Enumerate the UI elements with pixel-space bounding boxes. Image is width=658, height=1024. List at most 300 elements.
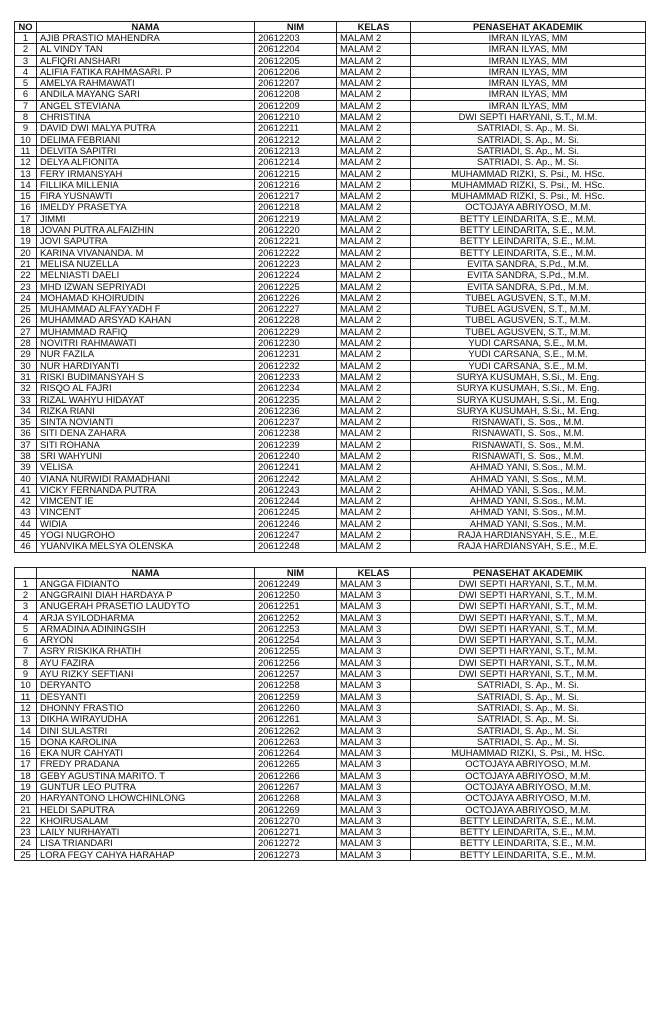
cell-nama: DELIMA FEBRIANI [37,134,255,145]
cell-penasehat-akademik: SATRIADI, S. Ap., M. Si. [411,702,646,713]
cell-nim: 20612212 [255,134,337,145]
cell-no: 24 [15,292,37,303]
cell-nim: 20612218 [255,202,337,213]
cell-no: 21 [15,258,37,269]
cell-penasehat-akademik: TUBEL AGUSVEN, S.T., M.M. [411,315,646,326]
cell-no: 7 [15,646,37,657]
cell-nama: JIMMI [37,213,255,224]
cell-nama: HARYANTONO LHOWCHINLONG [37,793,255,804]
cell-no: 22 [15,270,37,281]
cell-no: 19 [15,782,37,793]
cell-nama: SITI DENA ZAHARA [37,428,255,439]
cell-penasehat-akademik: BETTY LEINDARITA, S.E., M.M. [411,247,646,258]
table-row [15,394,646,405]
cell-nim: 20612267 [255,782,337,793]
cell-nim: 20612207 [255,78,337,89]
table-row [15,292,646,303]
cell-nama: ANDILA MAYANG SARI [37,89,255,100]
table-row [15,168,646,179]
cell-nim: 20612237 [255,417,337,428]
cell-nim: 20612210 [255,112,337,123]
cell-no: 20 [15,793,37,804]
table-row [15,191,646,202]
cell-kelas: MALAM 2 [337,439,411,450]
table-row [15,383,646,394]
cell-kelas: MALAM 2 [337,100,411,111]
cell-penasehat-akademik: IMRAN ILYAS, MM [411,55,646,66]
cell-nim: 20612240 [255,450,337,461]
cell-kelas: MALAM 2 [337,236,411,247]
cell-kelas: MALAM 2 [337,338,411,349]
cell-nim: 20612209 [255,100,337,111]
cell-nama: FILLIKA MILLENIA [37,179,255,190]
cell-no: 41 [15,484,37,495]
cell-penasehat-akademik: RISNAWATI, S. Sos., M.M. [411,439,646,450]
cell-kelas: MALAM 3 [337,691,411,702]
cell-penasehat-akademik: BETTY LEINDARITA, S.E., M.M. [411,827,646,838]
cell-nama: GEBY AGUSTINA MARITO. T [37,770,255,781]
cell-penasehat-akademik: OCTOJAYA ABRIYOSO, M.M. [411,804,646,815]
cell-nama: ASRY RISKIKA RHATIH [37,646,255,657]
cell-penasehat-akademik: DWI SEPTI HARYANI, S.T., M.M. [411,112,646,123]
cell-nim: 20612220 [255,225,337,236]
cell-nama: RIZAL WAHYU HIDAYAT [37,394,255,405]
table-row [15,669,646,680]
cell-penasehat-akademik: SATRIADI, S. Ap., M. Si. [411,714,646,725]
table-row [15,349,646,360]
table-row [15,100,646,111]
table-row [15,691,646,702]
cell-penasehat-akademik: OCTOJAYA ABRIYOSO, M.M. [411,793,646,804]
cell-nama: DONA KAROLINA [37,736,255,747]
cell-penasehat-akademik: DWI SEPTI HARYANI, S.T., M.M. [411,589,646,600]
cell-nim: 20612271 [255,827,337,838]
cell-no: 25 [15,849,37,860]
cell-penasehat-akademik: SURYA KUSUMAH, S.Si., M. Eng. [411,394,646,405]
cell-penasehat-akademik: DWI SEPTI HARYANI, S.T., M.M. [411,669,646,680]
header-kelas: KELAS [337,567,411,578]
cell-penasehat-akademik: SURYA KUSUMAH, S.Si., M. Eng. [411,405,646,416]
table-row [15,541,646,552]
cell-nama: VINCENT [37,507,255,518]
cell-nama: ANGGRAINI DIAH HARDAYA P [37,589,255,600]
cell-nim: 20612255 [255,646,337,657]
table-row [15,578,646,589]
cell-nama: KARINA VIVANANDA. M [37,247,255,258]
cell-penasehat-akademik: DWI SEPTI HARYANI, S.T., M.M. [411,657,646,668]
cell-no: 16 [15,748,37,759]
cell-no: 7 [15,100,37,111]
cell-no: 6 [15,89,37,100]
cell-kelas: MALAM 2 [337,33,411,44]
cell-nim: 20612250 [255,589,337,600]
cell-kelas: MALAM 2 [337,134,411,145]
cell-nama: GUNTUR LEO PUTRA [37,782,255,793]
cell-nim: 20612265 [255,759,337,770]
cell-nim: 20612205 [255,55,337,66]
cell-no: 14 [15,725,37,736]
cell-nim: 20612228 [255,315,337,326]
table-row [15,179,646,190]
cell-penasehat-akademik: SATRIADI, S. Ap., M. Si. [411,691,646,702]
cell-kelas: MALAM 2 [337,112,411,123]
cell-nama: MELNIASTI DAELI [37,270,255,281]
cell-nim: 20612238 [255,428,337,439]
table-row [15,371,646,382]
cell-nim: 20612246 [255,518,337,529]
cell-nama: RIZKA RIANI [37,405,255,416]
cell-nama: MELISA NUZELLA [37,258,255,269]
cell-penasehat-akademik: SURYA KUSUMAH, S.Si., M. Eng. [411,371,646,382]
cell-penasehat-akademik: IMRAN ILYAS, MM [411,78,646,89]
cell-kelas: MALAM 2 [337,530,411,541]
cell-no: 17 [15,759,37,770]
cell-kelas: MALAM 3 [337,646,411,657]
cell-no: 42 [15,496,37,507]
cell-kelas: MALAM 2 [337,258,411,269]
table-row [15,725,646,736]
cell-no: 36 [15,428,37,439]
cell-penasehat-akademik: SATRIADI, S. Ap., M. Si. [411,123,646,134]
cell-kelas: MALAM 2 [337,394,411,405]
cell-no: 9 [15,669,37,680]
cell-kelas: MALAM 2 [337,315,411,326]
cell-no: 10 [15,134,37,145]
table-row [15,315,646,326]
table-row [15,247,646,258]
cell-penasehat-akademik: SATRIADI, S. Ap., M. Si. [411,157,646,168]
cell-penasehat-akademik: MUHAMMAD RIZKI, S. Psi., M. HSc. [411,168,646,179]
cell-nama: MUHAMMAD RAFIQ [37,326,255,337]
cell-nim: 20612247 [255,530,337,541]
cell-nim: 20612256 [255,657,337,668]
cell-nama: DAVID DWI MALYA PUTRA [37,123,255,134]
cell-nim: 20612232 [255,360,337,371]
table-row [15,89,646,100]
cell-nim: 20612262 [255,725,337,736]
cell-kelas: MALAM 3 [337,725,411,736]
cell-nama: NUR HARDIYANTI [37,360,255,371]
cell-nim: 20612260 [255,702,337,713]
cell-no: 17 [15,213,37,224]
cell-nim: 20612261 [255,714,337,725]
cell-no: 4 [15,612,37,623]
cell-nama: RISQO AL FAJRI [37,383,255,394]
cell-kelas: MALAM 2 [337,55,411,66]
cell-no: 40 [15,473,37,484]
header-nama: NAMA [37,22,255,33]
cell-nim: 20612254 [255,635,337,646]
cell-nim: 20612248 [255,541,337,552]
cell-nama: YOGI NUGROHO [37,530,255,541]
table-row [15,405,646,416]
cell-no: 11 [15,691,37,702]
table-row [15,714,646,725]
cell-nim: 20612245 [255,507,337,518]
cell-nim: 20612257 [255,669,337,680]
cell-penasehat-akademik: TUBEL AGUSVEN, S.T., M.M. [411,326,646,337]
table-row [15,838,646,849]
cell-kelas: MALAM 3 [337,702,411,713]
cell-kelas: MALAM 3 [337,770,411,781]
cell-nama: WIDIA [37,518,255,529]
cell-nama: FREDY PRADANA [37,759,255,770]
cell-nim: 20612241 [255,462,337,473]
cell-penasehat-akademik: RAJA HARDIANSYAH, S.E., M.E. [411,541,646,552]
cell-no: 25 [15,304,37,315]
cell-no: 44 [15,518,37,529]
table-row [15,589,646,600]
cell-nama: JOVI SAPUTRA [37,236,255,247]
cell-kelas: MALAM 3 [337,669,411,680]
cell-nama: SRI WAHYUNI [37,450,255,461]
cell-nama: DIKHA WIRAYUDHA [37,714,255,725]
cell-penasehat-akademik: DWI SEPTI HARYANI, S.T., M.M. [411,612,646,623]
cell-nama: HELDI SAPUTRA [37,804,255,815]
cell-nama: LORA FEGY CAHYA HARAHAP [37,849,255,860]
cell-penasehat-akademik: YUDI CARSANA, S.E., M.M. [411,360,646,371]
cell-no: 2 [15,44,37,55]
cell-kelas: MALAM 2 [337,484,411,495]
cell-penasehat-akademik: RISNAWATI, S. Sos., M.M. [411,428,646,439]
cell-kelas: MALAM 2 [337,145,411,156]
cell-nim: 20612226 [255,292,337,303]
cell-penasehat-akademik: YUDI CARSANA, S.E., M.M. [411,349,646,360]
cell-kelas: MALAM 3 [337,804,411,815]
cell-nim: 20612219 [255,213,337,224]
table-header-row [15,22,646,33]
cell-nama: FERY IRMANSYAH [37,168,255,179]
cell-nim: 20612216 [255,179,337,190]
cell-no: 34 [15,405,37,416]
table-row [15,849,646,860]
cell-kelas: MALAM 3 [337,838,411,849]
table-row [15,680,646,691]
table-row [15,815,646,826]
table-row [15,484,646,495]
cell-penasehat-akademik: EVITA SANDRA, S.Pd., M.M. [411,281,646,292]
cell-penasehat-akademik: MUHAMMAD RIZKI, S. Psi., M. HSc. [411,191,646,202]
table-row [15,225,646,236]
cell-nama: VELISA [37,462,255,473]
cell-penasehat-akademik: AHMAD YANI, S.Sos., M.M. [411,484,646,495]
cell-kelas: MALAM 2 [337,360,411,371]
cell-penasehat-akademik: IMRAN ILYAS, MM [411,33,646,44]
cell-kelas: MALAM 3 [337,793,411,804]
cell-penasehat-akademik: BETTY LEINDARITA, S.E., M.M. [411,849,646,860]
cell-no: 6 [15,635,37,646]
cell-penasehat-akademik: BETTY LEINDARITA, S.E., M.M. [411,236,646,247]
table-row [15,281,646,292]
cell-kelas: MALAM 3 [337,815,411,826]
cell-nama: AL VINDY TAN [37,44,255,55]
cell-penasehat-akademik: BETTY LEINDARITA, S.E., M.M. [411,838,646,849]
cell-kelas: MALAM 2 [337,417,411,428]
cell-no: 30 [15,360,37,371]
cell-penasehat-akademik: DWI SEPTI HARYANI, S.T., M.M. [411,623,646,634]
table-row [15,646,646,657]
cell-kelas: MALAM 2 [337,281,411,292]
cell-nim: 20612227 [255,304,337,315]
cell-nim: 20612239 [255,439,337,450]
cell-nim: 20612206 [255,66,337,77]
cell-nama: YUANVIKA MELSYA OLENSKA [37,541,255,552]
cell-no: 18 [15,770,37,781]
cell-penasehat-akademik: SATRIADI, S. Ap., M. Si. [411,680,646,691]
cell-no: 21 [15,804,37,815]
cell-nim: 20612264 [255,748,337,759]
cell-nim: 20612214 [255,157,337,168]
cell-nama: LISA TRIANDARI [37,838,255,849]
cell-penasehat-akademik: MUHAMMAD RIZKI, S. Psi., M. HSc. [411,748,646,759]
table-row [15,827,646,838]
table-row [15,428,646,439]
header-no [15,567,37,578]
cell-nim: 20612217 [255,191,337,202]
table-row [15,157,646,168]
cell-nim: 20612252 [255,612,337,623]
cell-nama: ANGGA FIDIANTO [37,578,255,589]
cell-kelas: MALAM 3 [337,736,411,747]
cell-kelas: MALAM 2 [337,168,411,179]
cell-penasehat-akademik: IMRAN ILYAS, MM [411,100,646,111]
cell-nama: DHONNY FRASTIO [37,702,255,713]
cell-no: 31 [15,371,37,382]
cell-nim: 20612213 [255,145,337,156]
cell-kelas: MALAM 3 [337,759,411,770]
table-row [15,145,646,156]
cell-nama: MOHAMAD KHOIRUDIN [37,292,255,303]
cell-no: 2 [15,589,37,600]
cell-kelas: MALAM 2 [337,326,411,337]
cell-penasehat-akademik: MUHAMMAD RIZKI, S. Psi., M. HSc. [411,179,646,190]
cell-nama: SITI ROHANA [37,439,255,450]
cell-nim: 20612229 [255,326,337,337]
cell-kelas: MALAM 3 [337,601,411,612]
cell-kelas: MALAM 2 [337,225,411,236]
cell-nama: IMELDY PRASETYA [37,202,255,213]
cell-nama: ALFIQRI ANSHARI [37,55,255,66]
cell-nim: 20612236 [255,405,337,416]
cell-no: 43 [15,507,37,518]
cell-no: 11 [15,145,37,156]
cell-kelas: MALAM 3 [337,612,411,623]
table-row [15,770,646,781]
cell-nama: DESYANTI [37,691,255,702]
cell-kelas: MALAM 3 [337,578,411,589]
table-row [15,338,646,349]
student-table-malam-2 [14,21,646,553]
cell-no: 8 [15,112,37,123]
cell-penasehat-akademik: BETTY LEINDARITA, S.E., M.M. [411,213,646,224]
table-row [15,439,646,450]
table-row [15,33,646,44]
table-row [15,804,646,815]
table-row [15,462,646,473]
cell-penasehat-akademik: OCTOJAYA ABRIYOSO, M.M. [411,202,646,213]
cell-no: 35 [15,417,37,428]
cell-kelas: MALAM 2 [337,496,411,507]
cell-no: 15 [15,191,37,202]
cell-nim: 20612259 [255,691,337,702]
cell-nim: 20612249 [255,578,337,589]
header-nim: NIM [255,22,337,33]
cell-no: 1 [15,578,37,589]
cell-no: 4 [15,66,37,77]
cell-penasehat-akademik: TUBEL AGUSVEN, S.T., M.M. [411,292,646,303]
cell-no: 32 [15,383,37,394]
cell-kelas: MALAM 2 [337,383,411,394]
cell-kelas: MALAM 3 [337,623,411,634]
table-row [15,736,646,747]
cell-kelas: MALAM 2 [337,507,411,518]
cell-kelas: MALAM 2 [337,202,411,213]
cell-nama: LAILY NURHAYATI [37,827,255,838]
table-row [15,530,646,541]
cell-nim: 20612244 [255,496,337,507]
cell-nim: 20612235 [255,394,337,405]
cell-nama: MUHAMMAD ALFAYYADH F [37,304,255,315]
table-row [15,702,646,713]
cell-nama: ARYON [37,635,255,646]
cell-no: 46 [15,541,37,552]
table-row [15,112,646,123]
cell-kelas: MALAM 3 [337,849,411,860]
cell-no: 45 [15,530,37,541]
cell-no: 38 [15,450,37,461]
cell-nama: NUR FAZILA [37,349,255,360]
cell-no: 23 [15,281,37,292]
cell-nim: 20612224 [255,270,337,281]
header-nim: NIM [255,567,337,578]
cell-nama: FIRA YUSNAWTI [37,191,255,202]
header-kelas: KELAS [337,22,411,33]
cell-no: 27 [15,326,37,337]
cell-nama: CHRISTINA [37,112,255,123]
table-header-row [15,567,646,578]
cell-no: 26 [15,315,37,326]
cell-penasehat-akademik: SATRIADI, S. Ap., M. Si. [411,725,646,736]
cell-nim: 20612263 [255,736,337,747]
cell-nim: 20612233 [255,371,337,382]
cell-no: 15 [15,736,37,747]
cell-kelas: MALAM 2 [337,213,411,224]
cell-penasehat-akademik: AHMAD YANI, S.Sos., M.M. [411,518,646,529]
cell-penasehat-akademik: OCTOJAYA ABRIYOSO, M.M. [411,770,646,781]
cell-nim: 20612203 [255,33,337,44]
header-nama: NAMA [37,567,255,578]
cell-no: 29 [15,349,37,360]
table-row [15,601,646,612]
cell-nama: JOVAN PUTRA ALFAIZHIN [37,225,255,236]
cell-no: 13 [15,168,37,179]
cell-kelas: MALAM 2 [337,428,411,439]
cell-no: 16 [15,202,37,213]
header-no: NO [15,22,37,33]
cell-nama: ANGEL STEVIANA [37,100,255,111]
cell-kelas: MALAM 3 [337,714,411,725]
cell-nim: 20612253 [255,623,337,634]
cell-kelas: MALAM 2 [337,371,411,382]
cell-no: 9 [15,123,37,134]
cell-nama: DERYANTO [37,680,255,691]
cell-kelas: MALAM 3 [337,827,411,838]
cell-no: 12 [15,702,37,713]
cell-kelas: MALAM 3 [337,680,411,691]
table-row [15,635,646,646]
cell-nim: 20612208 [255,89,337,100]
cell-nim: 20612234 [255,383,337,394]
